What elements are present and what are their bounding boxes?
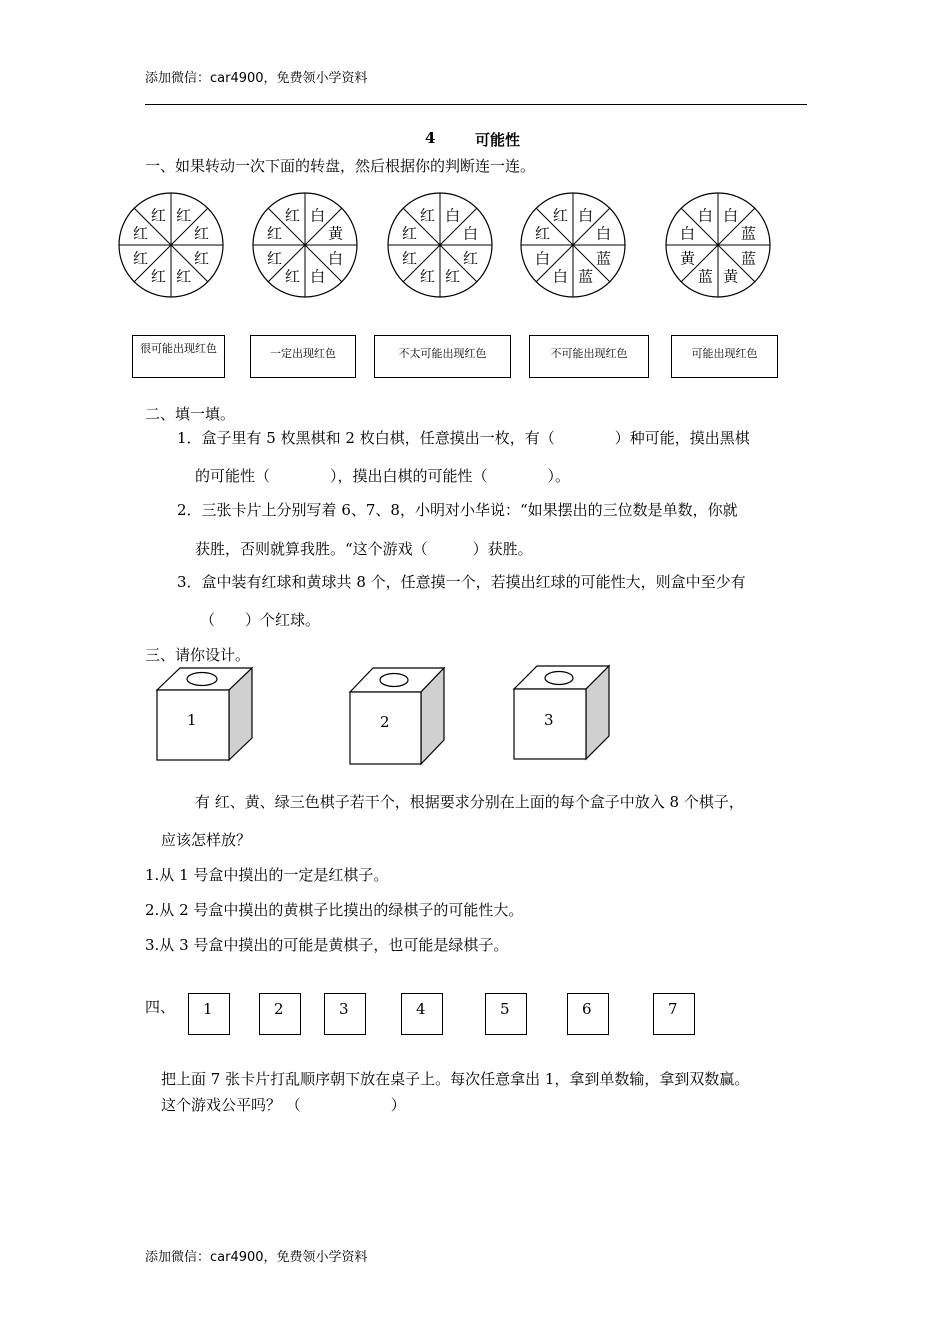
spinner-sector-label: 白 xyxy=(310,206,326,225)
spinner-sector-label: 蓝 xyxy=(578,267,594,286)
number-card: 6 xyxy=(567,993,609,1035)
spinner-sector-label: 红 xyxy=(150,267,166,286)
number-card: 1 xyxy=(188,993,230,1035)
header-note: 添加微信：car4900，免费领小学资料 xyxy=(145,71,368,86)
box-1-number: 1 xyxy=(187,711,197,729)
spinner-sector-label: 红 xyxy=(133,249,149,268)
spinner-sector-label: 蓝 xyxy=(697,267,713,286)
option-label-3: 不太可能出现红色 xyxy=(374,335,511,378)
section4-line1: 把上面 7 张卡片打乱顺序朝下放在桌子上。每次任意拿出 1，拿到单数输，拿到双数赢。 xyxy=(161,1070,750,1088)
option-label-1: 很可能出现红色 xyxy=(132,335,225,378)
spinner-sector-label: 白 xyxy=(535,249,551,268)
spinner-sector-label: 红 xyxy=(150,206,166,225)
spinner-sector-label: 红 xyxy=(462,249,478,268)
spinner-sector-label: 红 xyxy=(193,249,209,268)
spinner-sector-label: 白 xyxy=(462,224,478,243)
spinner-sector-label: 红 xyxy=(284,206,300,225)
spinner-sector-label: 红 xyxy=(267,249,283,268)
box-2-number: 2 xyxy=(380,713,390,731)
q3-line1: 3．盒中装有红球和黄球共 8 个，任意摸一个，若摸出红球的可能性大，则盒中至少有 xyxy=(177,573,746,591)
q3-line2: （ ）个红球。 xyxy=(200,611,321,629)
section4-line2: 这个游戏公平吗？ （ ） xyxy=(161,1096,406,1114)
section4-heading: 四、 xyxy=(145,998,176,1016)
q1-line1: 1．盒子里有 5 枚黑棋和 2 枚白棋，任意摸出一枚，有（ ）种可能，摸出黑棋 xyxy=(177,429,750,447)
box-3-number: 3 xyxy=(544,711,554,729)
spinner-sector-label: 白 xyxy=(723,206,739,225)
section3-item-2: 2.从 2 号盒中摸出的黄棋子比摸出的绿棋子的可能性大。 xyxy=(145,901,524,919)
footer-note: 添加微信：car4900，免费领小学资料 xyxy=(145,1250,368,1265)
spinner-sector-label: 白 xyxy=(680,224,696,243)
spinner-sector-label: 红 xyxy=(176,206,192,225)
spinner-sector-label: 白 xyxy=(445,206,461,225)
spinner-sector-label: 红 xyxy=(133,224,149,243)
spinner-sector-label: 黄 xyxy=(723,267,739,286)
spinner-sector-label: 黄 xyxy=(680,249,696,268)
spinner-sector-label: 红 xyxy=(419,267,435,286)
option-label-2: 一定出现红色 xyxy=(250,335,356,378)
spinner-sector-label: 红 xyxy=(193,224,209,243)
section3-heading: 三、请你设计。 xyxy=(145,646,251,664)
q2-line1: 2．三张卡片上分别写着 6、7、8，小明对小华说：“如果摆出的三位数是单数，你就 xyxy=(177,501,738,519)
box-3 xyxy=(514,666,609,759)
spinner-sector-label: 白 xyxy=(327,249,343,268)
spinner-sector-label: 红 xyxy=(535,224,551,243)
box-2 xyxy=(350,668,444,764)
number-card: 4 xyxy=(401,993,443,1035)
number-card: 3 xyxy=(324,993,366,1035)
spinner-sector-label: 红 xyxy=(284,267,300,286)
spinner-sector-label: 红 xyxy=(552,206,568,225)
spinner-sector-label: 黄 xyxy=(327,224,343,243)
spinner-sector-label: 白 xyxy=(310,267,326,286)
spinner-sector-label: 蓝 xyxy=(740,249,756,268)
spinner-sector-label: 白 xyxy=(552,267,568,286)
number-card: 5 xyxy=(485,993,527,1035)
option-label-5: 可能出现红色 xyxy=(671,335,778,378)
number-card: 7 xyxy=(653,993,695,1035)
section2-heading: 二、填一填。 xyxy=(145,405,236,423)
section1-heading: 一、如果转动一次下面的转盘，然后根据你的判断连一连。 xyxy=(145,157,536,175)
q1-line2: 的可能性（ ），摸出白棋的可能性（ ）。 xyxy=(195,467,571,485)
section3-item-3: 3.从 3 号盒中摸出的可能是黄棋子，也可能是绿棋子。 xyxy=(145,936,509,954)
section3-desc-line2: 应该怎样放？ xyxy=(161,831,252,849)
q2-line2: 获胜，否则就算我胜。“这个游戏（ ）获胜。 xyxy=(195,540,533,558)
page-title: 可能性 xyxy=(475,131,521,149)
section3-item-1: 1.从 1 号盒中摸出的一定是红棋子。 xyxy=(145,866,389,884)
spinner-sector-label: 白 xyxy=(697,206,713,225)
spinner-sector-label: 蓝 xyxy=(595,249,611,268)
spinner-sector-label: 红 xyxy=(445,267,461,286)
option-label-4: 不可能出现红色 xyxy=(529,335,649,378)
spinner-sector-label: 红 xyxy=(176,267,192,286)
spinner-sector-label: 白 xyxy=(578,206,594,225)
spinner-sector-label: 蓝 xyxy=(740,224,756,243)
spinner-sector-label: 红 xyxy=(419,206,435,225)
box-1 xyxy=(157,668,252,760)
spinner-wheels xyxy=(0,0,950,340)
boxes-figure xyxy=(0,660,950,780)
section3-desc-line1: 有 红、黄、绿三色棋子若干个，根据要求分别在上面的每个盒子中放入 8 个棋子， xyxy=(195,793,744,811)
spinner-sector-label: 白 xyxy=(595,224,611,243)
spinner-sector-label: 红 xyxy=(402,249,418,268)
number-card: 2 xyxy=(259,993,301,1035)
title-number: 4 xyxy=(425,129,436,147)
spinner-sector-label: 红 xyxy=(267,224,283,243)
spinner-sector-label: 红 xyxy=(402,224,418,243)
